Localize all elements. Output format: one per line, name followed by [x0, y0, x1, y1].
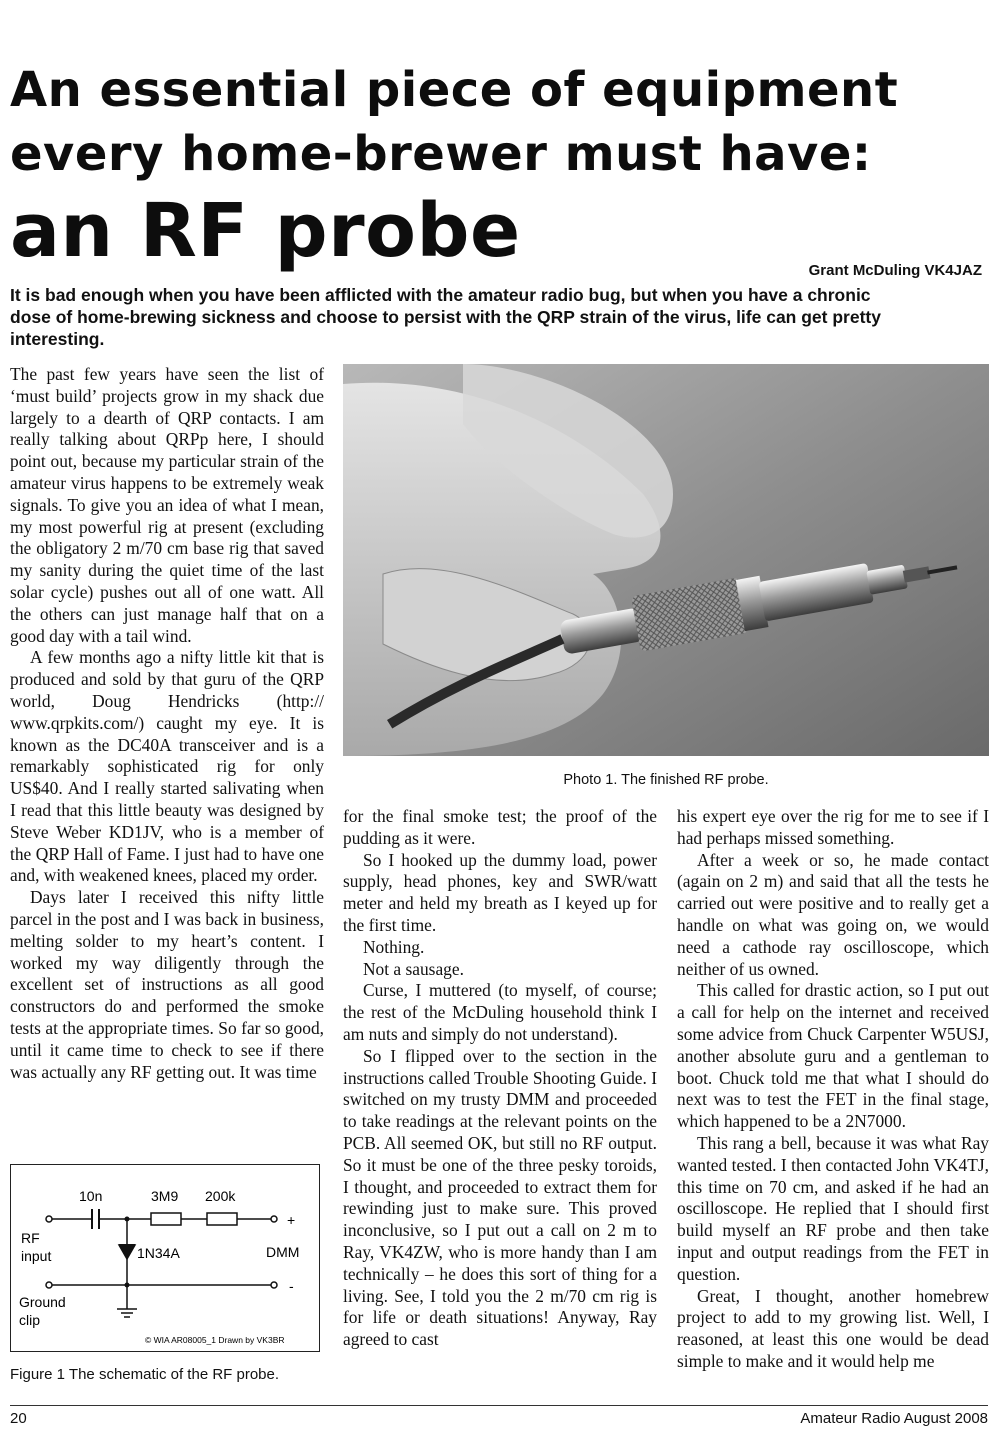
- paragraph: for the final smoke test; the proof of the pudding as it were.: [343, 806, 657, 848]
- article-column-2: [343, 806, 657, 1351]
- paragraph: Curse, I muttered (to myself, of course; the rest of the McDuling household think I am nuts and simply do not understand).: [343, 980, 657, 1044]
- rf-label: RF: [21, 1230, 40, 1246]
- paragraph: So I flipped over to the section in the instructions called Trouble Shooting Guide. I switched on my trusty DMM and proceeded to take readings at the relevant points on the PCB. All seemed OK, but still no RF output. So it must be one of the three pesky toroids, I thought, and proceeded to extract them for rewinding just to make sure. This proved inconclusive, so I put out a call on 2 m to Ray, VK4ZW, who is more handy than I am technically – he does this sort of thing for a living. See, I told you the 2 m/70 cm rig is for life or death situations! Anyway, Ray agreed to cast: [343, 1045, 657, 1350]
- intro-paragraph: It is bad enough when you have been afflicted with the amateur radio bug, but when you have a chronic dose of home-brewing sickness and choose to persist with the QRP strain of the virus, life can get pretty interesting.: [10, 285, 881, 349]
- headline-line-1: An essential piece of equipment: [10, 62, 899, 118]
- resistor-1-label: 3M9: [151, 1188, 179, 1204]
- photo-caption: Photo 1. The finished RF probe.: [563, 772, 769, 788]
- resistor-2-label: 200k: [205, 1188, 236, 1204]
- paragraph: A few months ago a nifty little kit that is produced and sold by that guru of the QRP world, Doug Hendricks (http:// www.qrpkits.com/) caught my eye. It is known as the DC40A transceiver and is a remarkably sophisticated rig for only US$40. And I really started salivating when I read that this little beauty was designed by Steve Weber KD1JV, who is a member of the QRP Hall of Fame. I just had to have one and, with weakened knees, placed my order.: [10, 647, 324, 886]
- rf-probe-schematic: [11, 1165, 319, 1351]
- paragraph: his expert eye over the rig for me to see if I had perhaps missed something.: [677, 806, 989, 848]
- paragraph: After a week or so, he made contact (again on 2 m) and said that all the tests he carried out were positive and to really get a handle on what was going on, we would need a cathode ray oscilloscope, which neither of us owned.: [677, 849, 989, 979]
- ground-label: Ground: [19, 1294, 66, 1310]
- photo-illustration: [343, 364, 989, 756]
- article-column-1: [10, 364, 324, 1083]
- capacitor-label: 10n: [79, 1188, 103, 1204]
- figure-caption: Figure 1 The schematic of the RF probe.: [10, 1366, 280, 1383]
- footer-rule: [10, 1405, 988, 1406]
- input-label: input: [21, 1248, 52, 1264]
- plus-terminal-label: +: [287, 1212, 296, 1228]
- schematic-figure: [10, 1164, 320, 1352]
- headline-line-3: an RF probe: [10, 188, 521, 274]
- dmm-label: DMM: [266, 1244, 300, 1260]
- article-column-3: [677, 806, 989, 1373]
- paragraph: Nothing.: [363, 936, 425, 957]
- magazine-footer: Amateur Radio August 2008: [800, 1410, 988, 1427]
- rf-probe-photo: [343, 364, 989, 756]
- diode-label: 1N34A: [137, 1245, 180, 1261]
- paragraph: So I hooked up the dummy load, power supply, head phones, key and SWR/watt meter and held my breath as I keyed up for the first time.: [343, 849, 657, 935]
- paragraph: Not a sausage.: [363, 958, 464, 979]
- paragraph: Great, I thought, another homebrew project to add to my growing list. Well, I reasoned, at least this one would be dead simple to make and it would help me: [677, 1285, 989, 1371]
- paragraph: This called for drastic action, so I put out a call for help on the internet and received some advice from Chuck Carpenter W5USJ, another absolute guru and a gentleman to boot. Chuck told me that what I should do next was to test the FET in the final stage, which happened to be a 2N7000.: [677, 980, 989, 1132]
- paragraph: The past few years have seen the list of ‘must build’ projects grow in my shack due largely to a dearth of QRP contacts. I am really talking about QRPp here, I should point out, because my particular strain of the amateur virus happens to be extremely weak signals. To give you an idea of what I mean, my most powerful rig at present (excluding the obligatory 2 m/70 cm base rig that saved my sanity during the quiet time of the last solar cycle) pushes out all of one watt. All the others can just manage half that on a good day with a tail wind.: [10, 364, 324, 646]
- clip-label: clip: [19, 1312, 41, 1328]
- byline: Grant McDuling VK4JAZ: [808, 262, 982, 279]
- page-number: 20: [10, 1410, 27, 1427]
- paragraph: Days later I received this nifty little parcel in the post and I was back in business, melting solder to my heart’s content. I worked my way diligently through the excellent set of instructions as all good constructors do and performed the smoke tests at the appropriate times. So far so good, until it came time to check to see if there was actually any RF getting out. It was time: [10, 887, 324, 1082]
- figure-credit: © WIA AR08005_1 Drawn by VK3BR: [145, 1335, 285, 1345]
- headline-line-2: every home-brewer must have:: [10, 126, 872, 182]
- minus-terminal-label: -: [289, 1278, 294, 1294]
- paragraph: This rang a bell, because it was what Ray wanted tested. I then contacted John VK4TJ, this time on 70 cm, and asked if he had an oscilloscope. He replied that I should first build myself an RF probe and then take input and output readings from the FET in question.: [677, 1132, 989, 1284]
